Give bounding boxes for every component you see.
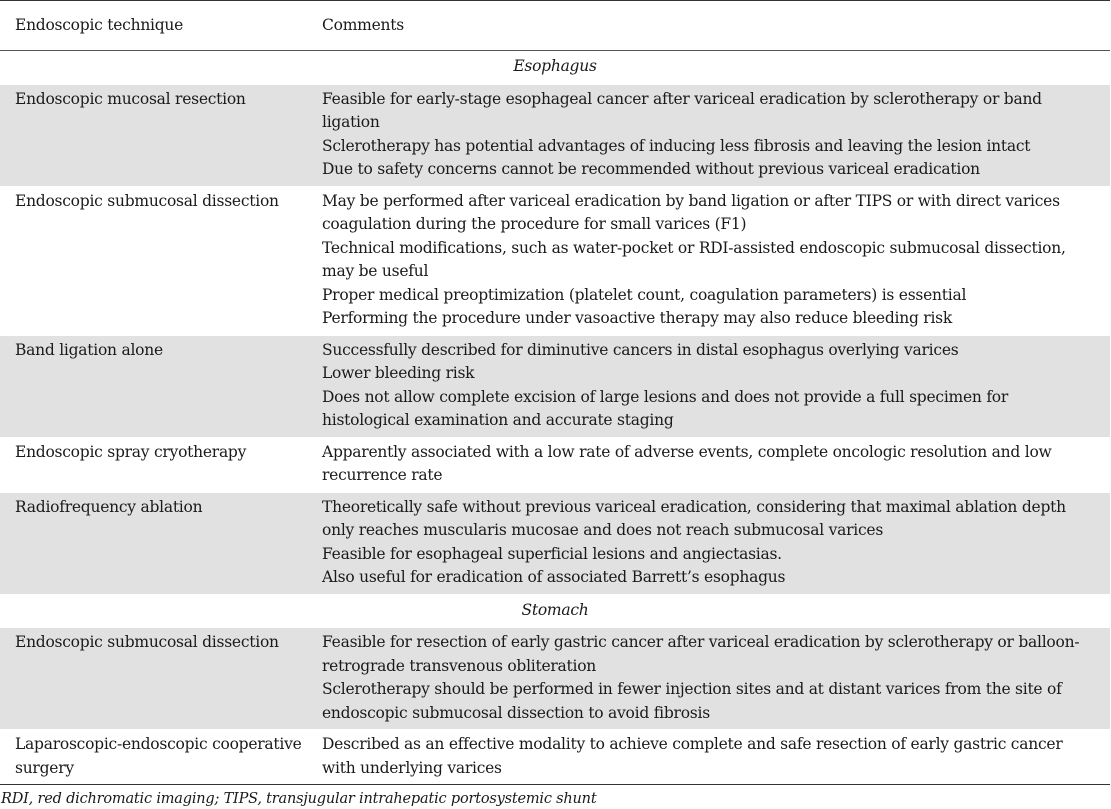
comment-line: Feasible for resection of early gastric cancer after variceal eradication by sclerotherapy or balloon-retrograde transvenous obliteration — [322, 633, 1080, 675]
table-row — [0, 437, 1110, 492]
comments-cell — [307, 84, 1110, 186]
table-header — [0, 1, 1110, 51]
table-row — [0, 492, 1110, 594]
section-row-stomach — [0, 594, 1110, 628]
technique-cell: Band ligation alone — [0, 335, 307, 437]
header-comments: Comments — [322, 15, 404, 34]
comment-line: Lower bleeding risk — [322, 364, 475, 382]
table-footnote: RDI, red dichromatic imaging; TIPS, transjugular intrahepatic portosystemic shunt — [1, 791, 597, 807]
comments-cell — [307, 437, 1110, 492]
technique-cell: Endoscopic mucosal resection — [0, 84, 307, 186]
comments-cell — [307, 628, 1110, 730]
table-body — [0, 51, 1110, 785]
header-row — [0, 1, 1110, 51]
table-row — [0, 628, 1110, 730]
comment-line: Technical modifications, such as water-pocket or RDI-assisted endoscopic submucosal dissection, may be useful — [322, 238, 1066, 280]
header-technique: Endoscopic technique — [15, 15, 184, 34]
table-row — [0, 335, 1110, 437]
section-row-esophagus — [0, 51, 1110, 85]
comments-cell — [307, 730, 1110, 785]
comment-line: Sclerotherapy has potential advantages of inducing less fibrosis and leaving the lesion intact — [322, 136, 1031, 155]
comment-line: Proper medical preoptimization (platelet count, coagulation parameters) is essential — [322, 285, 967, 304]
comment-line: Also useful for eradication of associated Barrett’s esophagus — [322, 568, 786, 586]
table-row — [0, 730, 1110, 785]
table-row — [0, 84, 1110, 186]
technique-cell: Radiofrequency ablation — [0, 492, 307, 594]
section-label: Esophagus — [513, 57, 597, 75]
section-label: Stomach — [521, 600, 589, 619]
comments-cell — [307, 335, 1110, 437]
comment-line: Successfully described for diminutive cancers in distal esophagus overlying varices — [322, 340, 959, 359]
technique-cell: Endoscopic submucosal dissection — [15, 191, 279, 210]
comments-cell — [307, 492, 1110, 594]
technique-cell: Endoscopic spray cryotherapy — [15, 442, 247, 461]
comment-line: Theoretically safe without previous variceal eradication, considering that maximal ablation depth only reaches muscularis mucosae and does not reach submucosal varices — [322, 497, 1066, 539]
comment-line: Due to safety concerns cannot be recommended without previous variceal eradication — [322, 160, 980, 178]
comments-cell — [307, 186, 1110, 335]
technique-cell: Endoscopic submucosal dissection — [0, 628, 307, 730]
comment-line: Apparently associated with a low rate of adverse events, complete oncologic resolution and low recurrence rate — [322, 442, 1052, 484]
comment-line: Feasible for early-stage esophageal cancer after variceal eradication by sclerotherapy or band ligation — [322, 89, 1042, 131]
comment-line: Sclerotherapy should be performed in fewer injection sites and at distant varices from the site of endoscopic submucosal dissection to avoid fibrosis — [322, 680, 1062, 722]
table-row — [0, 186, 1110, 335]
comment-line: Does not allow complete excision of large lesions and does not provide a full specimen for histological examination and accurate staging — [322, 387, 1009, 429]
comment-line: Feasible for esophageal superficial lesions and angiectasias. — [322, 544, 782, 563]
comment-line: Performing the procedure under vasoactive therapy may also reduce bleeding risk — [322, 309, 953, 327]
comment-line: Described as an effective modality to achieve complete and safe resection of early gastric cancer with underlying varices — [322, 735, 1063, 777]
technique-cell: Laparoscopic-endoscopic cooperative surgery — [15, 735, 302, 777]
comment-line: May be performed after variceal eradication by band ligation or after TIPS or with direct varices coagulation during the procedure for small varices (F1) — [322, 191, 1060, 233]
